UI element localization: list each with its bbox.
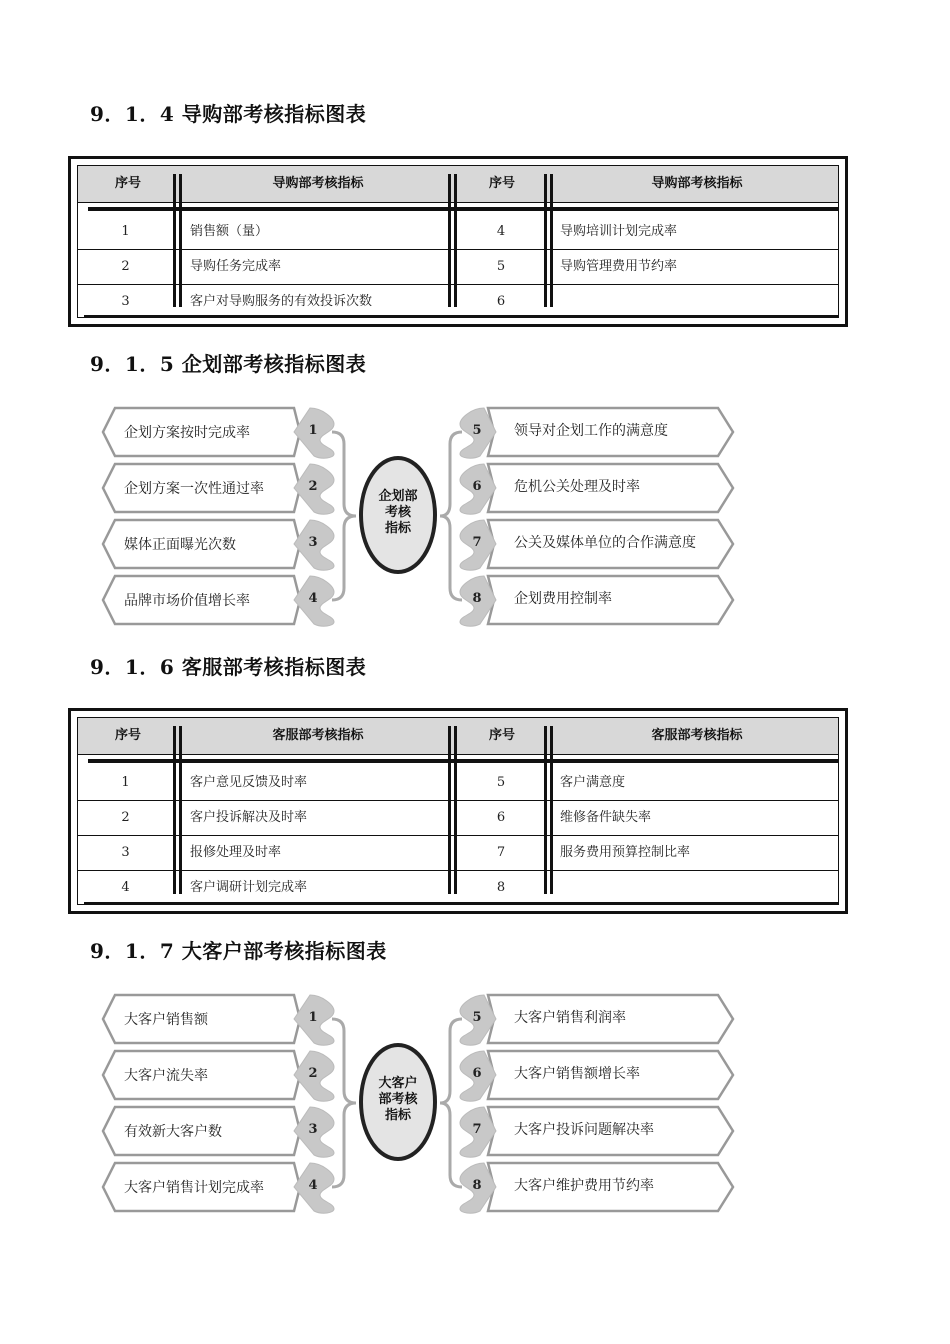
- kpi-item-label: 危机公关处理及时率: [514, 479, 640, 495]
- header-index: 序号: [488, 176, 515, 191]
- planning-kpi-diagram: [0, 400, 950, 630]
- kpi-item-number: 4: [308, 591, 318, 606]
- header-kpi: 导购部考核指标: [272, 176, 364, 191]
- kpi-item-number: 1: [308, 1010, 318, 1025]
- kpi-item-number: 2: [308, 1066, 318, 1081]
- kpi-item-label: 公关及媒体单位的合作满意度: [514, 535, 696, 551]
- kpi-item-number: 7: [472, 535, 482, 550]
- kpi-item-number: 8: [472, 591, 482, 606]
- kpi-item-number: 2: [308, 479, 318, 494]
- header-index: 序号: [488, 728, 515, 743]
- kpi-item-label: 领导对企划工作的满意度: [514, 423, 668, 439]
- kpi-item-number: 6: [472, 479, 482, 494]
- table-header-row: [78, 166, 838, 203]
- sales-guide-kpi-table: 序号 导购部考核指标 序号 导购部考核指标 1 销售额（量） 4 导购培训计划完成率 2 导购任务完成率 5 导购管理费用节约率 3 客户对导购服务的有效投诉次数 6: [68, 156, 848, 327]
- kpi-item-number: 3: [308, 1122, 318, 1137]
- kpi-item-label: 媒体正面曝光次数: [124, 537, 236, 553]
- kpi-item-number: 8: [472, 1178, 482, 1193]
- kpi-item-label: 大客户流失率: [124, 1068, 208, 1084]
- key-accounts-kpi-diagram: [0, 987, 950, 1217]
- header-kpi: 客服部考核指标: [651, 728, 743, 743]
- kpi-item-label: 大客户销售计划完成率: [124, 1180, 264, 1196]
- section-heading-sales-guide: 9．1．4 导购部考核指标图表: [90, 102, 367, 126]
- center-node-label: 企划部 考核 指标: [378, 489, 418, 536]
- kpi-item-label: 大客户销售利润率: [514, 1010, 626, 1026]
- kpi-item-label: 有效新大客户数: [124, 1124, 222, 1140]
- section-heading-planning: 9．1．5 企划部考核指标图表: [90, 352, 367, 376]
- kpi-item-label: 大客户维护费用节约率: [514, 1178, 654, 1194]
- kpi-item-label: 大客户销售额增长率: [514, 1066, 640, 1082]
- table-header-row: [78, 718, 838, 755]
- kpi-item-label: 企划费用控制率: [514, 591, 612, 607]
- center-node-label: 大客户 部考核 指标: [378, 1076, 418, 1123]
- kpi-item-number: 1: [308, 423, 318, 438]
- kpi-item-label: 企划方案按时完成率: [124, 425, 250, 441]
- header-index: 序号: [114, 728, 141, 743]
- kpi-item-number: 7: [472, 1122, 482, 1137]
- kpi-item-number: 4: [308, 1178, 318, 1193]
- customer-service-kpi-table: 序号 客服部考核指标 序号 客服部考核指标 1 客户意见反馈及时率 5 客户满意度 2 客户投诉解决及时率 6 维修备件缺失率 3 报修处理及时率 7 服务费用预算控制比率 4 客户调研计划完成率 8: [68, 708, 848, 914]
- table-divider: [88, 207, 838, 211]
- kpi-item-number: 5: [472, 423, 482, 438]
- header-kpi: 导购部考核指标: [651, 176, 743, 191]
- kpi-item-label: 企划方案一次性通过率: [124, 481, 264, 497]
- section-heading-customer-service: 9．1．6 客服部考核指标图表: [90, 655, 367, 679]
- kpi-item-label: 大客户销售额: [124, 1012, 208, 1028]
- kpi-item-label: 大客户投诉问题解决率: [514, 1122, 654, 1138]
- section-heading-key-accounts: 9．1．7 大客户部考核指标图表: [90, 939, 387, 963]
- header-index: 序号: [114, 176, 141, 191]
- kpi-item-label: 品牌市场价值增长率: [124, 593, 250, 609]
- kpi-item-number: 6: [472, 1066, 482, 1081]
- kpi-item-number: 3: [308, 535, 318, 550]
- kpi-item-number: 5: [472, 1010, 482, 1025]
- header-kpi: 客服部考核指标: [272, 728, 364, 743]
- table-divider: [88, 759, 838, 763]
